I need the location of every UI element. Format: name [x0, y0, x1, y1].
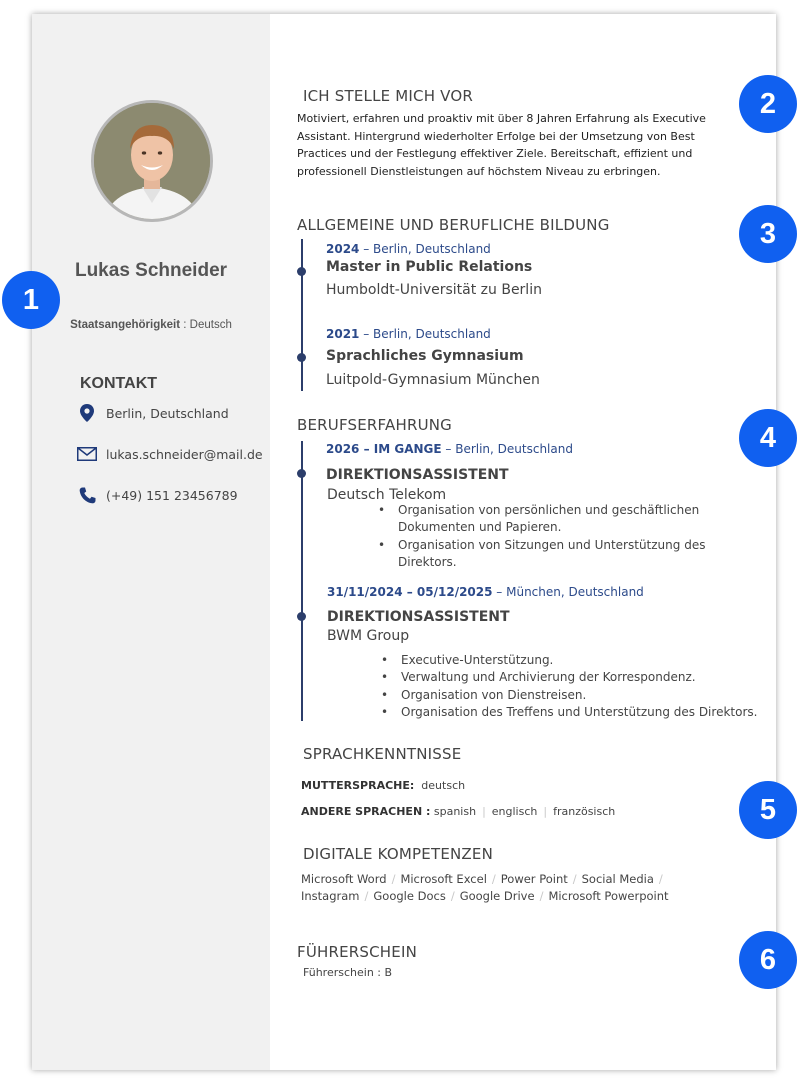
experience-timeline	[301, 441, 303, 721]
native-language-value: deutsch	[421, 779, 466, 792]
person-name: Lukas Schneider	[74, 260, 228, 281]
contact-email-text[interactable]: lukas.schneider@mail.de	[106, 446, 263, 462]
skill-item: Microsoft Word	[301, 872, 387, 886]
skill-item: Social Media	[581, 872, 654, 886]
badge-2: 2	[739, 75, 797, 133]
native-language	[301, 779, 465, 792]
profile-photo	[91, 100, 213, 222]
skill-item: Google Drive	[459, 889, 535, 904]
experience-2-company: BWM Group	[327, 628, 410, 644]
language-item: englisch	[491, 805, 538, 818]
education-1-place: – Berlin, Deutschland	[359, 242, 491, 256]
contact-email	[76, 445, 263, 463]
contact-phone	[76, 486, 238, 504]
timeline-dot	[297, 353, 306, 362]
resume-page	[32, 14, 776, 1070]
sidebar	[32, 14, 270, 1070]
experience-2-bullets	[375, 652, 775, 722]
education-1-date	[326, 242, 491, 256]
other-languages: ANDERE SPRACHEN : spanish | englisch | französisch	[301, 805, 616, 818]
skill-item: Microsoft Excel	[400, 872, 487, 886]
list-item: • Organisation von Sitzungen und Unterstützung des Direktors.	[372, 537, 712, 572]
skills-list: Microsoft Word / Microsoft Excel / Power Point / Social Media / Instagram / Google Docs / Google Drive / Microsoft Powerpoint	[301, 872, 669, 904]
list-item: • Verwaltung und Archivierung der Korrespondenz.	[375, 669, 775, 686]
language-item: spanish	[433, 805, 477, 818]
experience-2-place: – München, Deutschland	[492, 585, 644, 599]
experience-1-company: Deutsch Telekom	[327, 487, 447, 503]
list-item: • Organisation von persönlichen und geschäftlichen Dokumenten und Papieren.	[372, 502, 712, 537]
skill-item: Instagram	[301, 889, 360, 904]
experience-2-date: 31/11/2024 – 05/12/2025	[327, 585, 493, 599]
badge-5: 5	[739, 781, 797, 839]
contact-location	[76, 404, 229, 422]
badge-6: 6	[739, 931, 797, 989]
education-2-year: 2021	[326, 327, 360, 341]
education-2-school: Luitpold-Gymnasium München	[326, 372, 540, 388]
timeline-dot	[297, 267, 306, 276]
education-1-degree: Master in Public Relations	[326, 259, 533, 275]
experience-1-place: – Berlin, Deutschland	[441, 442, 573, 456]
education-timeline	[301, 239, 303, 391]
nationality	[32, 319, 270, 331]
license-text: Führerschein : B	[303, 966, 393, 979]
experience-2-date-line	[327, 585, 644, 599]
skills-heading: DIGITALE KOMPETENZEN	[303, 845, 494, 863]
badge-4: 4	[739, 409, 797, 467]
timeline-dot	[297, 612, 306, 621]
experience-heading: BERUFSERFAHRUNG	[297, 416, 452, 434]
phone-icon	[76, 486, 98, 504]
location-pin-icon	[76, 404, 98, 422]
envelope-icon	[76, 445, 98, 463]
native-language-label: MUTTERSPRACHE:	[301, 779, 415, 792]
language-item: französisch	[553, 805, 616, 818]
experience-2-role: DIREKTIONSASSISTENT	[327, 609, 510, 625]
license-heading: FÜHRERSCHEIN	[297, 943, 418, 961]
education-2-place: – Berlin, Deutschland	[359, 327, 491, 341]
nationality-label: Staatsangehörigkeit	[70, 319, 181, 331]
experience-1-role: DIREKTIONSASSISTENT	[326, 467, 509, 483]
education-2-degree: Sprachliches Gymnasium	[326, 348, 524, 364]
timeline-dot	[297, 469, 306, 478]
badge-3: 3	[739, 205, 797, 263]
contact-location-text: Berlin, Deutschland	[106, 405, 229, 421]
education-heading: ALLGEMEINE UND BERUFLICHE BILDUNG	[297, 216, 610, 234]
list-item: • Organisation des Treffens und Unterstützung des Direktors.	[375, 704, 775, 721]
education-1-year: 2024	[326, 242, 360, 256]
experience-1-bullets	[372, 502, 712, 572]
nationality-value: : Deutsch	[180, 319, 232, 331]
education-2-date	[326, 327, 491, 341]
intro-heading: ICH STELLE MICH VOR	[303, 87, 473, 105]
experience-1-date-line	[326, 442, 573, 456]
contact-phone-text: (+49) 151 23456789	[106, 487, 238, 503]
main-content	[270, 14, 776, 1070]
experience-1-date: 2026 – IM GANGE	[326, 442, 442, 456]
contact-heading: KONTAKT	[80, 375, 158, 392]
list-item: • Executive-Unterstützung.	[375, 652, 775, 669]
intro-text: Motiviert, erfahren und proaktiv mit über 8 Jahren Erfahrung als Executive Assistant. Hintergrund wiederholter Erfolge bei der Umsetzung von Best Practices und der Festlegung effektiver Ziele. Bereitschaft, effizient und professionell Dienstleistungen auf höchstem Niveau zu erbringen.	[297, 112, 706, 178]
badge-1: 1	[2, 271, 60, 329]
skill-item: Google Docs	[373, 889, 446, 904]
other-languages-label: ANDERE SPRACHEN :	[301, 805, 431, 818]
list-item: • Organisation von Dienstreisen.	[375, 687, 775, 704]
languages-heading: SPRACHKENNTNISSE	[303, 745, 462, 763]
skill-item: Power Point	[500, 872, 568, 886]
education-1-school: Humboldt-Universität zu Berlin	[326, 282, 542, 298]
skill-item: Microsoft Powerpoint	[548, 889, 669, 904]
